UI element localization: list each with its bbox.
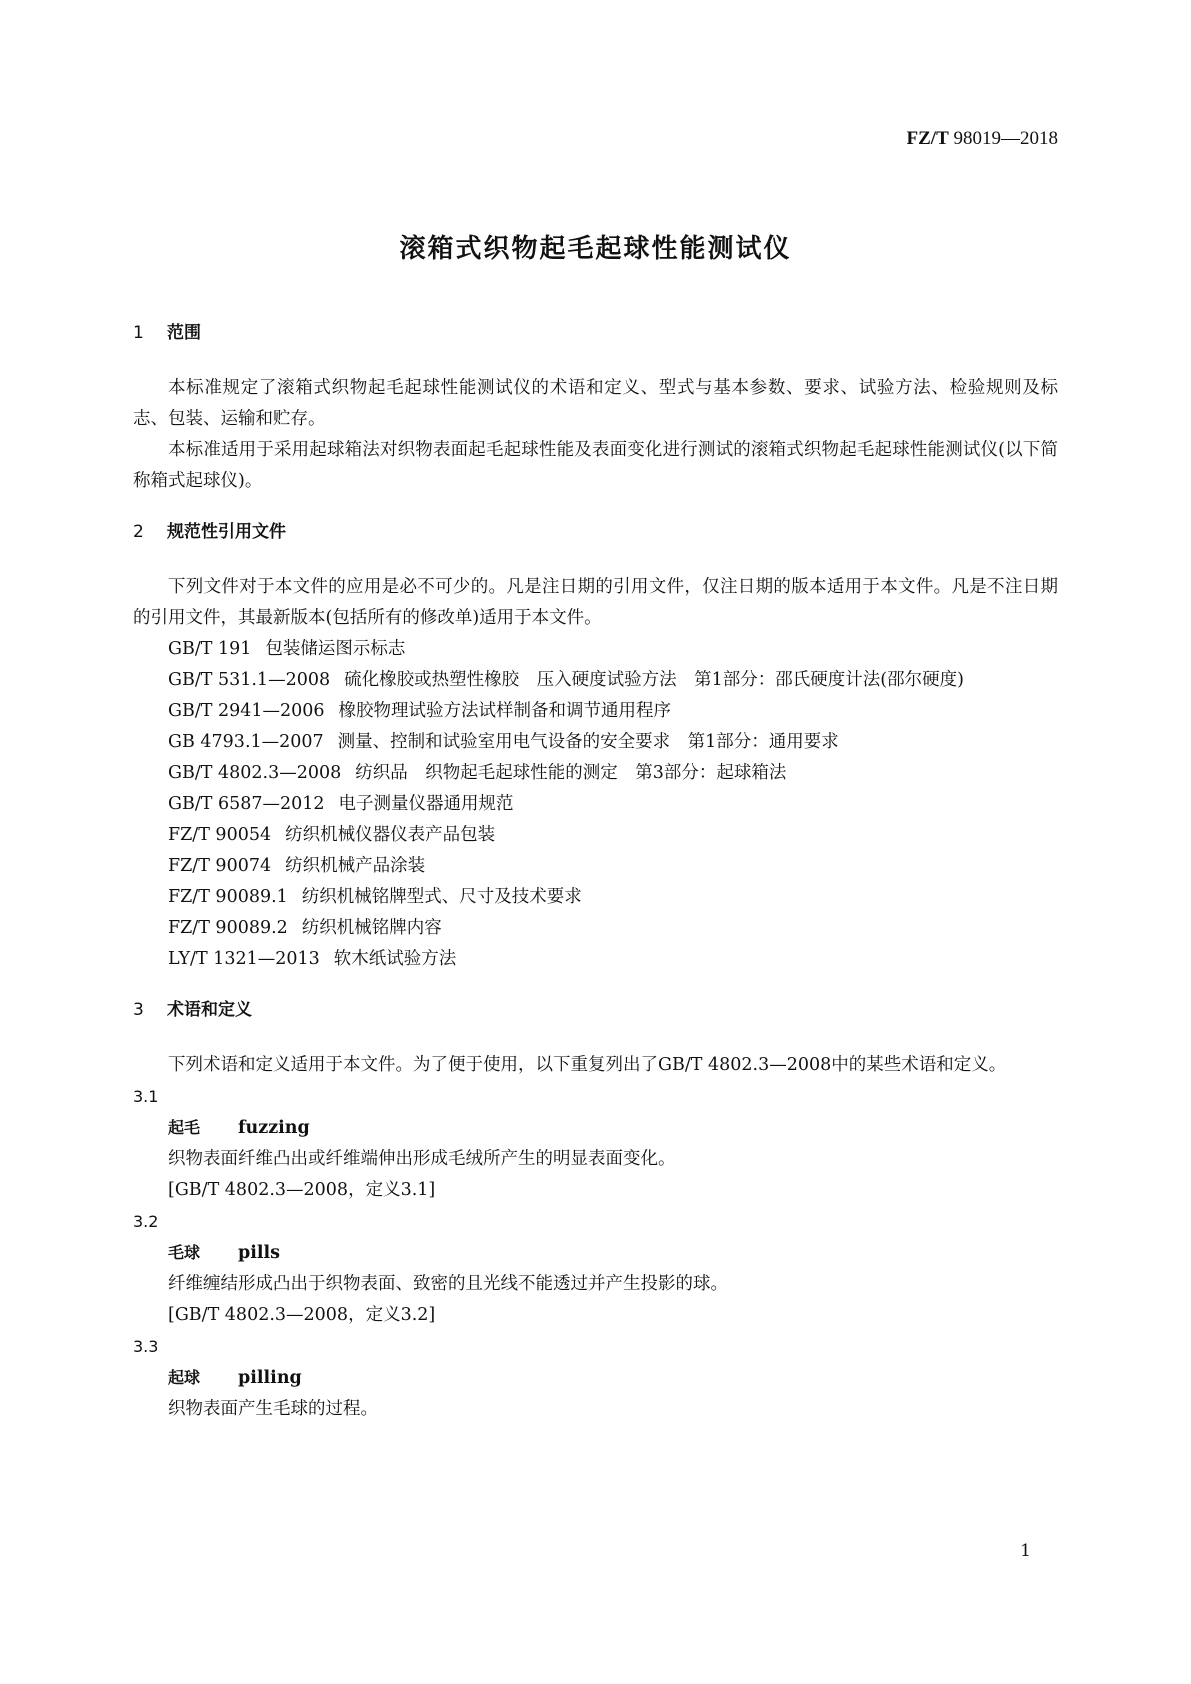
section-number: 3 [133,1000,144,1020]
reference-title: 测量、控制和试验室用电气设备的安全要求 第1部分：通用要求 [337,732,839,752]
section-number: 1 [133,323,144,343]
reference-code: FZ/T 90089.1 [168,887,288,907]
document-title: 滚箱式织物起毛起球性能测试仪 [399,234,792,264]
reference-item [133,913,1058,944]
reference-item [133,634,1058,665]
reference-title: 纺织机械铭牌型式、尺寸及技术要求 [301,887,582,907]
reference-title: 纺织机械产品涂装 [285,856,426,876]
term-number: 3.3 [133,1337,159,1356]
term-definition: 织物表面产生毛球的过程。 [168,1399,378,1419]
section-title: 规范性引用文件 [167,522,286,542]
section-3-heading [133,995,1058,1026]
term-entry [133,1237,1058,1269]
reference-item [133,789,1058,820]
reference-item [133,882,1058,913]
reference-item [133,820,1058,851]
standard-code-number: 98019—2018 [953,128,1058,149]
term-source: [GB/T 4802.3—2008，定义3.2] [168,1305,436,1325]
term-english: pilling [238,1368,302,1388]
reference-code: GB/T 191 [168,639,252,659]
reference-code: GB/T 6587—2012 [168,794,325,814]
reference-title: 纺织机械铭牌内容 [301,918,442,938]
reference-code: FZ/T 90074 [168,856,272,876]
paragraph: 下列文件对于本文件的应用是必不可少的。凡是注日期的引用文件，仅注日期的版本适用于本文件。凡是不注日期的引用文件，其最新版本(包括所有的修改单)适用于本文件。 [133,577,1058,628]
reference-title: 电子测量仪器通用规范 [338,794,514,814]
reference-code: FZ/T 90054 [168,825,272,845]
term-number: 3.2 [133,1212,159,1231]
standard-code [907,128,1058,150]
reference-title: 软木纸试验方法 [333,949,457,969]
reference-item [133,851,1058,882]
reference-item [133,758,1058,789]
section-title: 术语和定义 [167,1000,252,1020]
reference-code: GB/T 531.1—2008 [168,670,331,690]
reference-title: 橡胶物理试验方法试样制备和调节通用程序 [338,701,672,721]
paragraph: 下列术语和定义适用于本文件。为了便于使用，以下重复列出了GB/T 4802.3—2008中的某些术语和定义。 [168,1055,1007,1075]
section-2-heading [133,517,1058,548]
section-title: 范围 [167,323,201,343]
term-source: [GB/T 4802.3—2008，定义3.1] [168,1180,436,1200]
term-english: pills [238,1243,281,1263]
reference-item [133,665,1058,696]
section-number: 2 [133,522,144,542]
reference-item [133,944,1058,975]
reference-title: 包装储运图示标志 [265,639,406,659]
term-definition: 纤维缠结形成凸出于织物表面、致密的且光线不能透过并产生投影的球。 [168,1274,728,1294]
reference-title: 硫化橡胶或热塑性橡胶 压入硬度试验方法 第1部分：邵氏硬度计法(邵尔硬度) [344,670,964,690]
term-definition: 织物表面纤维凸出或纤维端伸出形成毛绒所产生的明显表面变化。 [168,1149,676,1169]
section-1-heading [133,318,1058,349]
page-number: 1 [1020,1541,1031,1561]
reference-code: LY/T 1321—2013 [168,949,320,969]
term-english: fuzzing [238,1118,310,1138]
document-body [133,318,1058,1425]
term-number: 3.1 [133,1087,159,1106]
standard-code-prefix: FZ/T [906,128,949,149]
term-chinese: 起球 [168,1368,201,1387]
reference-code: GB 4793.1—2007 [168,732,324,752]
reference-item [133,696,1058,727]
term-entry [133,1362,1058,1394]
term-chinese: 毛球 [168,1243,201,1262]
reference-code: GB/T 4802.3—2008 [168,763,342,783]
reference-title: 纺织品 织物起毛起球性能的测定 第3部分：起球箱法 [355,763,787,783]
term-entry [133,1112,1058,1144]
reference-title: 纺织机械仪器仪表产品包装 [285,825,496,845]
reference-code: GB/T 2941—2006 [168,701,325,721]
term-chinese: 起毛 [168,1118,201,1137]
paragraph: 本标准适用于采用起球箱法对织物表面起毛起球性能及表面变化进行测试的滚箱式织物起毛起球性能测试仪(以下简称箱式起球仪)。 [133,440,1058,491]
reference-code: FZ/T 90089.2 [168,918,288,938]
reference-item [133,727,1058,758]
paragraph: 本标准规定了滚箱式织物起毛起球性能测试仪的术语和定义、型式与基本参数、要求、试验方法、检验规则及标志、包装、运输和贮存。 [133,378,1058,429]
